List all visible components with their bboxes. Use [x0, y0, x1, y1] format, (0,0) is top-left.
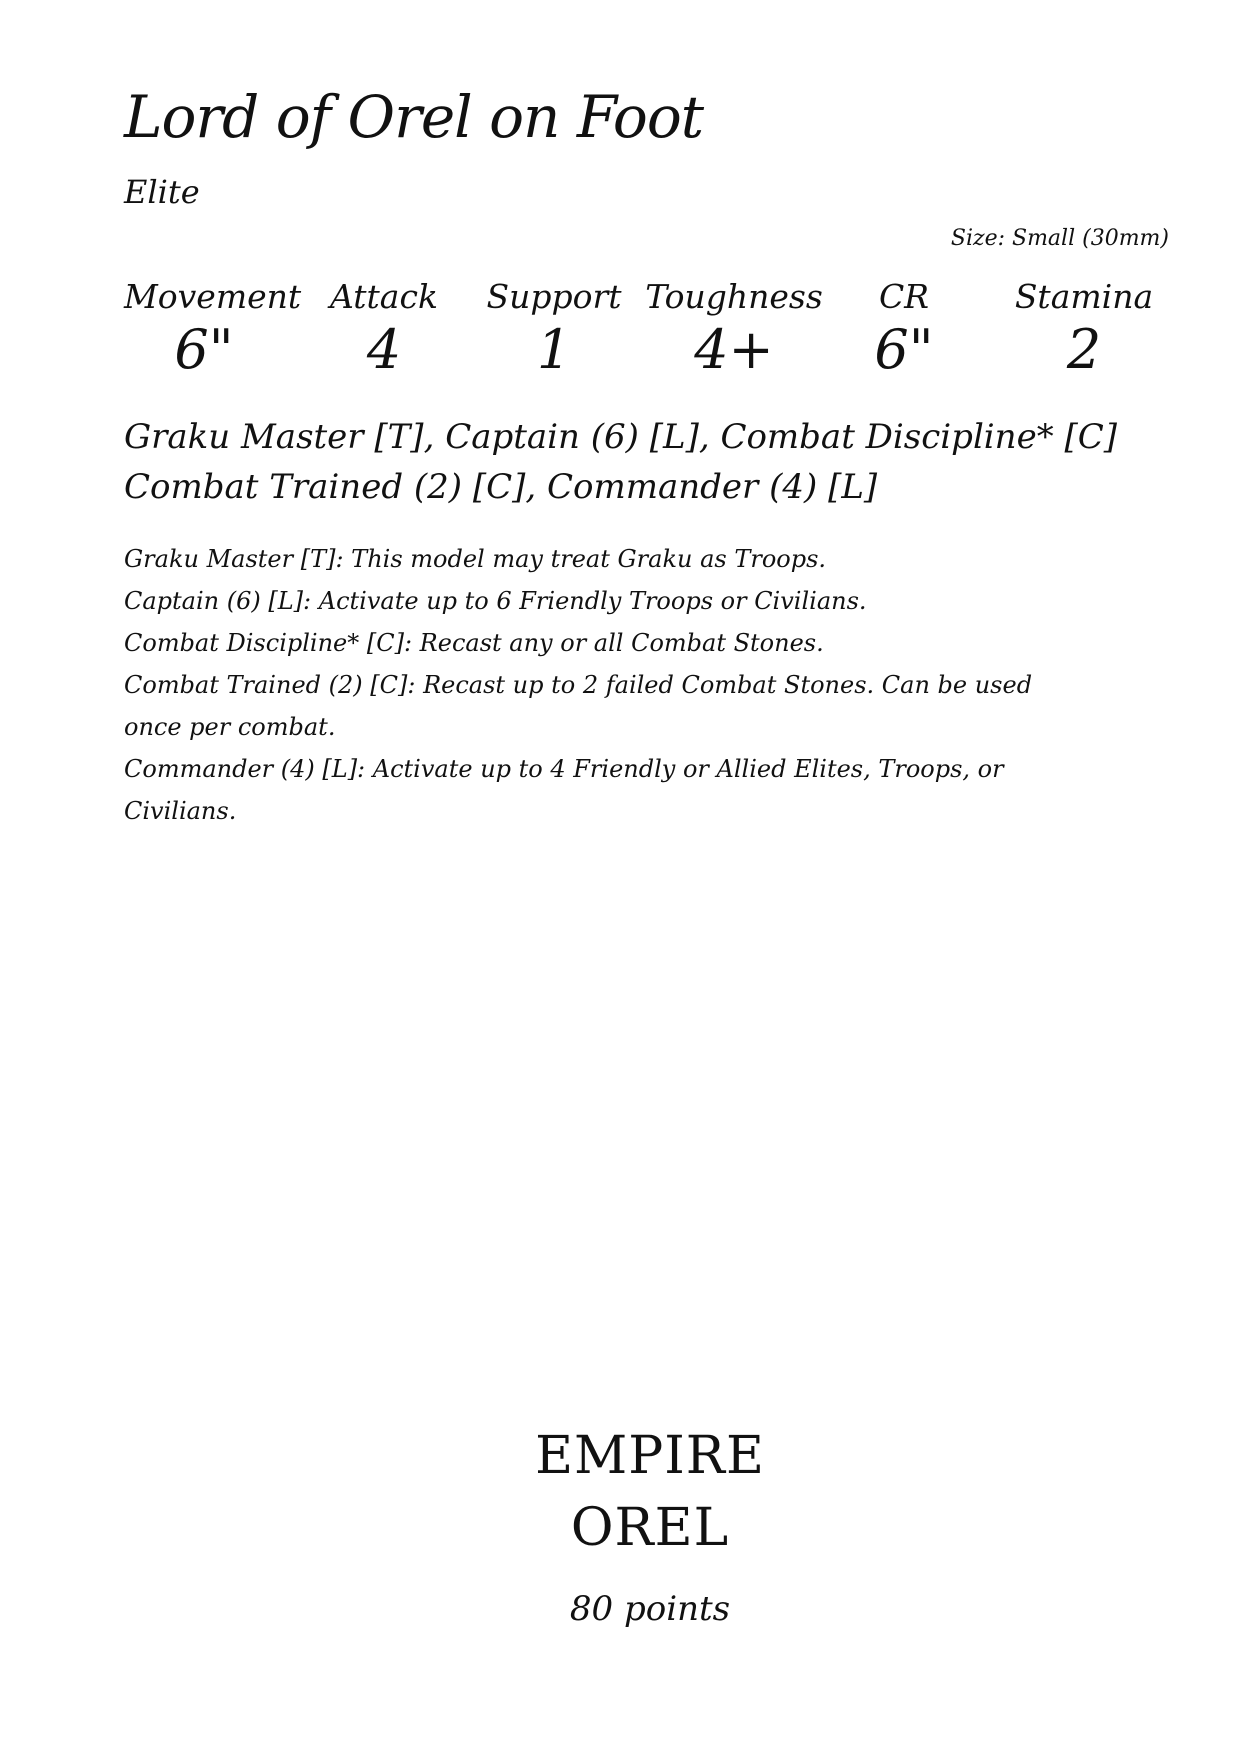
rule-graku-master: Graku Master [T]: This model may treat Graku as Troops. — [124, 545, 827, 573]
faction-block — [450, 1426, 850, 1574]
base-size: Size: Small (30mm) — [950, 226, 1169, 251]
stat-value: 1 — [536, 318, 572, 381]
card-title: Lord of Orel on Foot — [124, 83, 704, 151]
rules-text — [124, 538, 1084, 832]
stat-label: Stamina — [1014, 277, 1154, 316]
stat-attack — [324, 277, 444, 381]
stat-support — [484, 277, 624, 381]
stat-label: Support — [486, 277, 622, 316]
stat-block — [124, 277, 1164, 390]
stat-value: 6" — [874, 318, 934, 381]
stat-cr — [854, 277, 954, 381]
abilities-summary — [124, 412, 1117, 512]
stat-label: Attack — [330, 277, 438, 316]
faction-empire: EMPIRE — [535, 1426, 765, 1486]
stat-label: CR — [878, 277, 930, 316]
stat-toughness — [644, 277, 824, 381]
stat-movement — [124, 277, 302, 381]
stat-value: 2 — [1066, 318, 1102, 381]
card-category: Elite — [124, 173, 200, 211]
rule-captain: Captain (6) [L]: Activate up to 6 Friendly Troops or Civilians. — [124, 587, 867, 615]
stat-value: 4 — [366, 318, 402, 381]
stat-label: Toughness — [645, 277, 823, 316]
stat-value: 4+ — [694, 318, 774, 381]
rule-commander: Commander (4) [L]: Activate up to 4 Friendly or Allied Elites, Troops, or Civilians. — [124, 755, 1004, 825]
stat-stamina — [1004, 277, 1164, 381]
stat-value: 6" — [174, 318, 234, 381]
faction-name: OREL — [570, 1498, 730, 1558]
rule-combat-discipline: Combat Discipline* [C]: Recast any or all Combat Stones. — [124, 629, 824, 657]
rule-combat-trained: Combat Trained (2) [C]: Recast up to 2 failed Combat Stones. Can be used once per combat. — [124, 671, 1033, 741]
points-cost: 80 points — [569, 1589, 731, 1629]
abilities-line: Graku Master [T], Captain (6) [L], Combat Discipline* [C] — [124, 417, 1118, 457]
abilities-line: Combat Trained (2) [C], Commander (4) [L] — [124, 467, 878, 507]
stat-label: Movement — [124, 277, 302, 316]
